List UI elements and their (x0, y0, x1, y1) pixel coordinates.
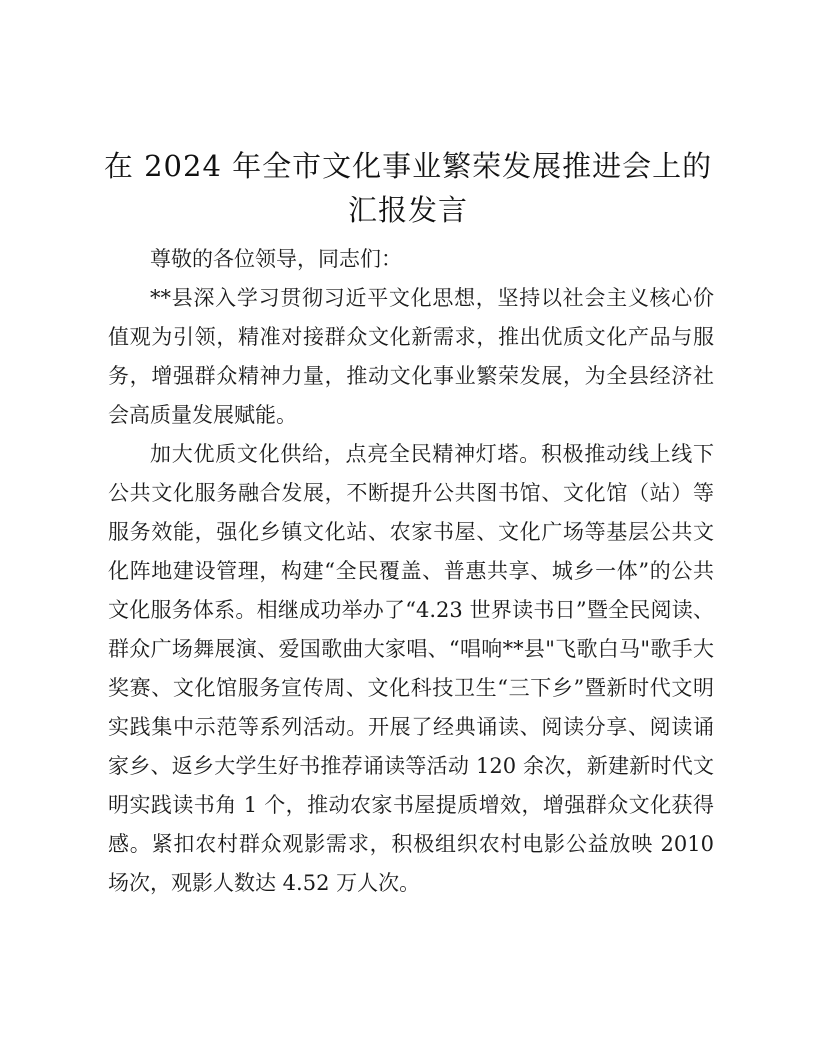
paragraph-line: 加大优质文化供给，点亮全民精神灯塔。积极推动线上线下 (150, 442, 714, 466)
document-title-line-2: 汇报发言 (347, 193, 468, 227)
paragraph-line: 场次，观影人数达 4.52 万人次。 (108, 871, 421, 895)
paragraph-line: **县深入学习贯彻习近平文化思想，坚持以社会主义核心价 (150, 286, 714, 310)
paragraph-line: 公共文化服务融合发展，不断提升公共图书馆、文化馆（站）等 (108, 481, 714, 505)
paragraph-line: 家乡、返乡大学生好书推荐诵读等活动 120 余次，新建新时代文 (108, 754, 714, 778)
paragraph-line: 服务效能，强化乡镇文化站、农家书屋、文化广场等基层公共文 (108, 520, 714, 544)
paragraph-line: 务，增强群众精神力量，推动文化事业繁荣发展，为全县经济社 (108, 364, 714, 388)
paragraph-line: 化阵地建设管理，构建“全民覆盖、普惠共享、城乡一体”的公共 (108, 559, 714, 583)
paragraph-line: 奖赛、文化馆服务宣传周、文化科技卫生“三下乡”暨新时代文明 (108, 676, 714, 700)
paragraph-line: 群众广场舞展演、爱国歌曲大家唱、“唱响**县"飞歌白马"歌手大 (108, 637, 714, 661)
salutation: 尊敬的各位领导，同志们： (150, 247, 402, 271)
document-body (108, 240, 714, 903)
paragraph-line: 值观为引领，精准对接群众文化新需求，推出优质文化产品与服 (108, 325, 714, 349)
paragraph-2 (108, 435, 714, 903)
paragraph-line: 文化服务体系。相继成功举办了“4.23 世界读书日”暨全民阅读、 (108, 598, 714, 622)
paragraph-1 (108, 279, 714, 435)
paragraph-line: 会高质量发展赋能。 (108, 403, 297, 427)
paragraph-line: 感。紧扣农村群众观影需求，积极组织农村电影公益放映 2010 (108, 832, 714, 856)
paragraph-line: 明实践读书角 1 个，推动农家书屋提质增效，增强群众文化获得 (108, 793, 714, 817)
document-title-line-1: 在 2024 年全市文化事业繁荣发展推进会上的 (103, 149, 713, 183)
paragraph-line: 实践集中示范等系列活动。开展了经典诵读、阅读分享、阅读诵 (108, 715, 714, 739)
